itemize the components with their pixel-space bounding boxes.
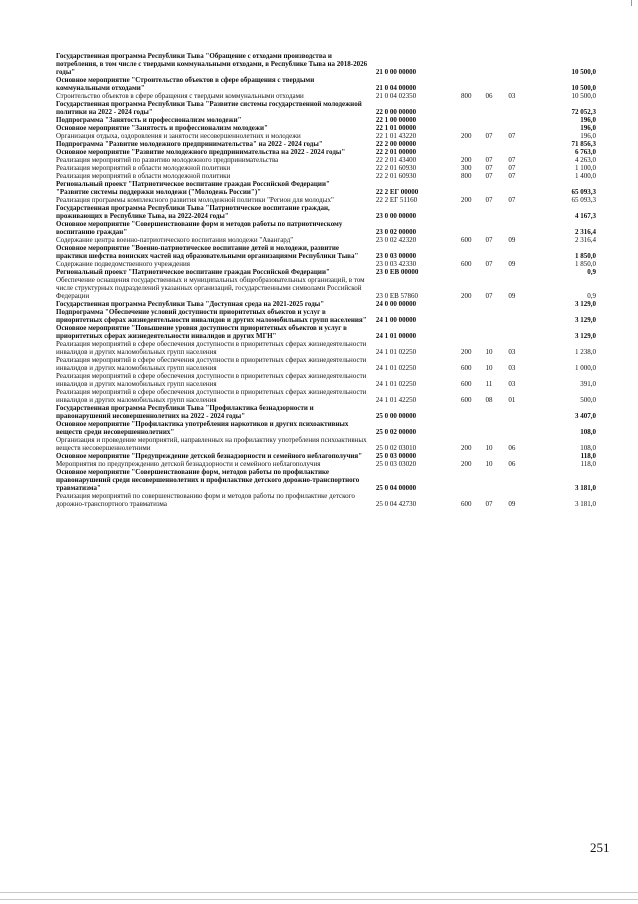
row-code-cell: 23 0 ЕВ 00000 [375, 268, 419, 276]
row-code-cell: 24 1 00 00000 [375, 316, 417, 324]
row-rz-cell [478, 268, 501, 276]
table-row [56, 356, 596, 372]
row-pr-cell [500, 452, 523, 460]
row-pr-cell: 03 [508, 364, 516, 372]
row-pr-cell [500, 268, 523, 276]
row-name-cell: Подпрограмма "Обеспечение условий доступности приоритетных объектов и услуг в приоритетных сферах жизнедеятельности инвалидов и других маломобильных групп населения" [56, 308, 367, 324]
row-code-cell: 22 2 01 43400 [375, 156, 417, 164]
row-sum-cell: 118,0 [580, 452, 596, 460]
row-code-cell: 22 0 00 00000 [375, 108, 417, 116]
page-number: 251 [590, 840, 610, 855]
row-sum-cell: 1 400,0 [575, 172, 596, 180]
row-pr-cell: 09 [508, 500, 516, 508]
row-vr-cell [455, 52, 478, 76]
table-row [56, 204, 596, 220]
table-row [56, 436, 596, 452]
table-row [56, 140, 596, 148]
row-pr-cell: 07 [508, 172, 516, 180]
budget-table [56, 52, 596, 508]
row-code-cell [376, 180, 455, 188]
row-name-cell: Основное мероприятие "Военно-патриотическое воспитание детей и молодежи, развитие практики шефства воинских частей над образовательными организациями Республики Тыва" [56, 244, 359, 260]
row-pr-cell: 06 [508, 460, 516, 468]
table-row [56, 276, 596, 300]
row-sum-cell: 2 316,4 [575, 228, 596, 236]
row-vr-cell [455, 124, 478, 132]
row-name-cell: Государственная программа Республики Тыва "Доступная среда на 2021-2025 годы" [56, 300, 325, 308]
row-vr-cell: 600 [460, 364, 472, 372]
row-code-cell: 23 0 00 00000 [375, 212, 417, 220]
row-sum-cell: 3 129,0 [575, 316, 596, 324]
row-name-cell: Основное мероприятие "Предупреждение детской безнадзорности и семейного неблагополучия" [56, 452, 363, 460]
row-code-cell: 25 0 04 42730 [375, 500, 417, 508]
row-vr-cell [455, 76, 478, 92]
row-pr-cell: 07 [508, 132, 516, 140]
row-code-cell: 23 0 03 42330 [375, 260, 417, 268]
table-row [56, 492, 596, 508]
row-sum-cell: 0,9 [587, 268, 596, 276]
row-rz-cell: 07 [485, 172, 493, 180]
row-pr-cell: 07 [508, 156, 516, 164]
row-name-cell: Организация и проведение мероприятий, направленных на профилактику употребления психоактивных веществ несовершеннолетними [56, 436, 367, 452]
row-code-cell: 24 1 01 42250 [375, 396, 417, 404]
table-row [56, 196, 596, 204]
row-sum-cell: 3 129,0 [575, 300, 596, 308]
row-sum-cell: 500,0 [580, 396, 596, 404]
row-code-cell: 25 0 02 00000 [375, 428, 417, 436]
scan-artifact-line [0, 892, 638, 893]
row-sum-cell: 10 500,0 [571, 92, 596, 100]
row-vr-cell: 600 [460, 500, 472, 508]
row-name-cell: Мероприятия по предупреждению детской безнадзорности и семейного неблагополучия [56, 460, 321, 468]
row-code-cell: 22 2 01 00000 [375, 148, 417, 156]
table-row [56, 340, 596, 356]
row-code-cell: 22 1 01 43220 [375, 132, 417, 140]
row-sum-cell: 3 407,0 [575, 412, 596, 420]
row-pr-cell [500, 76, 523, 92]
row-vr-cell: 200 [460, 132, 472, 140]
row-vr-cell: 300 [460, 164, 472, 172]
row-rz-cell: 10 [485, 444, 493, 452]
row-rz-cell: 07 [485, 196, 493, 204]
table-row [56, 164, 596, 172]
row-vr-cell [455, 116, 478, 124]
row-rz-cell: 07 [485, 156, 493, 164]
table-row [56, 372, 596, 388]
row-pr-cell [500, 116, 523, 124]
row-rz-cell: 07 [485, 132, 493, 140]
row-code-cell: 22 2 ЕГ 51160 [375, 196, 418, 204]
row-sum-cell: 391,0 [580, 380, 596, 388]
table-row [56, 468, 596, 492]
row-sum-cell: 10 500,0 [571, 68, 596, 76]
table-row [56, 148, 596, 156]
table-row [56, 132, 596, 140]
row-rz-cell: 11 [485, 380, 493, 388]
row-sum-cell: 1 238,0 [575, 348, 596, 356]
row-rz-cell: 10 [485, 364, 493, 372]
row-name-cell: Организация отдыха, оздоровления и занятости несовершеннолетних и молодежи [56, 132, 301, 140]
row-code-cell: 23 0 02 00000 [375, 228, 417, 236]
row-rz-cell [478, 468, 501, 492]
row-rz-cell: 07 [485, 500, 493, 508]
row-sum-cell: 196,0 [580, 124, 596, 132]
row-code-cell: 22 1 01 00000 [375, 124, 417, 132]
row-vr-cell: 200 [460, 348, 472, 356]
row-code-cell: 25 0 03 03020 [375, 460, 417, 468]
row-vr-cell: 200 [460, 196, 472, 204]
row-name-cell: Реализация мероприятий по развитию молодежного предпринимательства [56, 156, 279, 164]
table-row [56, 220, 596, 236]
row-name-cell: Реализация мероприятий в области молодежной политики [56, 172, 231, 180]
table-row [56, 92, 596, 100]
row-name-cell: Содержание центра военно-патриотического воспитания молодежи "Авангард" [56, 236, 294, 244]
table-row [56, 100, 596, 116]
row-vr-cell: 600 [460, 380, 472, 388]
row-name-cell: Государственная программа Республики Тыва "Развитие системы государственной молодежной политики на 2022 - 2024 годы" [56, 100, 362, 116]
row-pr-cell [500, 148, 523, 156]
row-vr-cell [455, 308, 478, 324]
table-row [56, 404, 596, 420]
row-sum-cell: 72 052,3 [571, 108, 596, 116]
row-code-cell: 23 0 03 00000 [375, 252, 417, 260]
table-row [56, 188, 596, 196]
row-rz-cell [478, 148, 501, 156]
row-sum-cell: 1 000,0 [575, 364, 596, 372]
row-sum-cell: 3 129,0 [575, 332, 596, 340]
row-vr-cell [455, 300, 478, 308]
row-pr-cell [500, 468, 523, 492]
table-row [56, 308, 596, 324]
row-pr-cell [500, 100, 523, 116]
row-code-cell: 21 0 04 02350 [375, 92, 417, 100]
row-sum-cell: 10 500,0 [571, 84, 596, 92]
row-sum-cell: 1 850,0 [575, 252, 596, 260]
row-code-cell: 23 0 02 42320 [375, 236, 417, 244]
row-code-cell: 24 1 01 00000 [375, 332, 417, 340]
row-rz-cell [478, 244, 501, 260]
row-vr-cell: 200 [460, 460, 472, 468]
row-rz-cell [478, 52, 501, 76]
row-rz-cell: 07 [485, 236, 493, 244]
row-code-cell: 22 1 00 00000 [375, 116, 417, 124]
row-rz-cell: 10 [485, 348, 493, 356]
row-pr-cell: 09 [508, 236, 516, 244]
row-sum-cell: 196,0 [580, 116, 596, 124]
row-code-cell: 24 1 01 02250 [375, 380, 417, 388]
row-vr-cell [455, 420, 478, 436]
row-name-cell: Основное мероприятие "Строительство объектов в сфере обращения с твердыми коммунальными отходами" [56, 76, 315, 92]
row-vr-cell [455, 148, 478, 156]
row-sum-cell: 71 856,3 [571, 140, 596, 148]
row-pr-cell [500, 220, 523, 236]
row-name-cell: Реализация мероприятий в области молодежной политики [56, 164, 231, 172]
row-rz-cell [478, 220, 501, 236]
row-vr-cell [455, 188, 478, 196]
row-pr-cell: 09 [508, 292, 516, 300]
row-sum-cell: 1 100,0 [575, 164, 596, 172]
row-pr-cell: 07 [508, 164, 516, 172]
row-vr-cell [455, 452, 478, 460]
row-vr-cell: 600 [460, 396, 472, 404]
row-rz-cell [478, 180, 501, 188]
row-code-cell: 24 0 00 00000 [375, 300, 417, 308]
row-name-cell: Реализация программы комплексного развития молодежной политики "Регион для молодых" [56, 196, 334, 204]
row-sum-cell: 108,0 [580, 444, 596, 452]
row-vr-cell [455, 204, 478, 220]
row-code-cell: 25 0 03 00000 [375, 452, 417, 460]
row-rz-cell [478, 76, 501, 92]
row-pr-cell: 03 [508, 348, 516, 356]
row-name-cell: Реализация мероприятий по совершенствованию форм и методов работы по профилактике детского дорожно-транспортного травматизма [56, 492, 355, 508]
row-sum-cell: 108,0 [580, 428, 596, 436]
table-row [56, 76, 596, 92]
row-name-cell: Реализация мероприятий в сфере обеспечения доступности в приоритетных сферах жизнедеятельности инвалидов и других маломобильных групп населения [56, 356, 367, 372]
row-name-cell: Основное мероприятие "Совершенствование форм, методов работы по профилактике правонарушений среди несовершеннолетних и профилактике детского дорожно-транспортного травматизма" [56, 468, 360, 492]
row-pr-cell [500, 204, 523, 220]
row-pr-cell [500, 308, 523, 324]
row-rz-cell [478, 404, 501, 420]
table-row [56, 156, 596, 164]
scan-artifact-line [0, 899, 638, 900]
row-code-cell: 21 0 04 00000 [375, 84, 417, 92]
table-body [56, 52, 596, 508]
row-rz-cell [478, 116, 501, 124]
row-sum-cell: 4 263,0 [575, 156, 596, 164]
row-vr-cell [455, 180, 478, 188]
row-name-cell: Основное мероприятие "Совершенствование форм и методов работы по патриотическому воспитанию граждан" [56, 220, 343, 236]
row-vr-cell [455, 404, 478, 420]
row-sum-cell: 3 181,0 [575, 500, 596, 508]
row-sum-cell: 4 167,3 [575, 212, 596, 220]
row-sum-cell: 6 763,0 [575, 148, 596, 156]
row-pr-cell [500, 420, 523, 436]
row-rz-cell: 07 [485, 260, 493, 268]
table-row [56, 460, 596, 468]
row-pr-cell [500, 324, 523, 340]
row-pr-cell [500, 52, 523, 76]
row-name-cell: Подпрограмма "Занятость и профессионализм молодежи" [56, 116, 242, 124]
row-code-cell: 23 0 ЕВ 57860 [375, 292, 419, 300]
row-vr-cell: 800 [460, 92, 472, 100]
table-row [56, 268, 596, 276]
row-code-cell: 25 0 04 00000 [375, 484, 417, 492]
row-vr-cell [455, 220, 478, 236]
row-name-cell: Государственная программа Республики Тыва "Профилактика безнадзорности и правонарушений несовершеннолетних на 2022 - 2024 годы" [56, 404, 314, 420]
row-pr-cell: 09 [508, 260, 516, 268]
row-name-cell: Государственная программа Республики Тыва "Патриотическое воспитание граждан, проживающих в Республике Тыва, на 2022-2024 годы" [56, 204, 330, 220]
row-rz-cell: 07 [485, 164, 493, 172]
row-name-cell: Основное мероприятие "Профилактика употребления наркотиков и других психоактивных веществ среди несовершеннолетних" [56, 420, 349, 436]
row-vr-cell: 200 [460, 292, 472, 300]
row-vr-cell: 600 [460, 236, 472, 244]
row-name-cell: Содержание подведомственного учреждения [56, 260, 190, 268]
row-name-cell: Подпрограмма "Развитие молодежного предпринимательства" на 2022 - 2024 годы" [56, 140, 323, 148]
table-row [56, 260, 596, 268]
row-sum-cell: 118,0 [580, 460, 596, 468]
row-sum-cell: 1 850,0 [575, 260, 596, 268]
row-vr-cell [455, 324, 478, 340]
row-name-cell: Реализация мероприятий в сфере обеспечения доступности в приоритетных сферах жизнедеятельности инвалидов и других маломобильных групп населения [56, 388, 367, 404]
row-sum-cell: 2 316,4 [575, 236, 596, 244]
row-name-cell: Строительство объектов в сфере обращения с твердыми коммунальными отходами [56, 92, 304, 100]
row-vr-cell: 800 [460, 172, 472, 180]
row-vr-cell: 600 [460, 260, 472, 268]
row-sum-cell: 3 181,0 [575, 484, 596, 492]
row-code-cell: 24 1 01 02250 [375, 364, 417, 372]
row-name-cell: Обеспечение оснащения государственных и муниципальных общеобразовательных организаций, в том числе структурных подразделений указанных организаций, государственными символами Российской Федерации [56, 276, 365, 300]
row-rz-cell [478, 188, 501, 196]
row-code-cell: 22 2 00 00000 [375, 140, 417, 148]
row-pr-cell [500, 140, 523, 148]
row-rz-cell [478, 324, 501, 340]
table-row [56, 420, 596, 436]
row-sum-cell [523, 180, 596, 188]
row-rz-cell [478, 300, 501, 308]
table-row [56, 172, 596, 180]
row-pr-cell: 06 [508, 444, 516, 452]
row-code-cell: 25 0 02 03010 [375, 444, 417, 452]
table-row [56, 300, 596, 308]
table-row [56, 116, 596, 124]
row-pr-cell [500, 300, 523, 308]
row-name-cell: Реализация мероприятий в сфере обеспечения доступности в приоритетных сферах жизнедеятельности инвалидов и других маломобильных групп населения [56, 372, 367, 388]
row-sum-cell: 196,0 [580, 132, 596, 140]
row-rz-cell: 07 [485, 292, 493, 300]
row-rz-cell [478, 124, 501, 132]
row-pr-cell [500, 180, 523, 188]
row-rz-cell: 10 [485, 460, 493, 468]
row-pr-cell [500, 188, 523, 196]
table-row [56, 324, 596, 340]
row-pr-cell: 01 [508, 396, 516, 404]
row-rz-cell: 06 [485, 92, 493, 100]
row-name-cell: Региональный проект "Патриотическое воспитание граждан Российской Федерации" [56, 180, 330, 188]
row-vr-cell [455, 268, 478, 276]
row-rz-cell [478, 452, 501, 460]
row-sum-cell: 65 093,3 [571, 188, 596, 196]
row-pr-cell [500, 124, 523, 132]
row-code-cell: 25 0 00 00000 [375, 412, 417, 420]
row-name-cell: "Развитие системы поддержки молодежи ("Молодежь России")" [56, 188, 262, 196]
row-pr-cell: 03 [508, 380, 516, 388]
row-pr-cell: 03 [508, 92, 516, 100]
table-row [56, 180, 596, 188]
table-row [56, 236, 596, 244]
row-sum-cell: 65 093,3 [571, 196, 596, 204]
row-code-cell: 22 2 01 60930 [375, 172, 417, 180]
row-code-cell: 22 2 01 60930 [375, 164, 417, 172]
row-code-cell: 21 0 00 00000 [375, 68, 417, 76]
row-pr-cell [500, 404, 523, 420]
row-code-cell: 22 2 ЕГ 00000 [375, 188, 419, 196]
row-rz-cell [478, 204, 501, 220]
row-vr-cell [455, 468, 478, 492]
row-vr-cell [455, 100, 478, 116]
table-row [56, 124, 596, 132]
table-row [56, 452, 596, 460]
row-rz-cell: 08 [485, 396, 493, 404]
row-rz-cell [478, 100, 501, 116]
row-rz-cell [478, 420, 501, 436]
row-name-cell: Основное мероприятие "Повышение уровня доступности приоритетных объектов и услуг в приоритетных сферах жизнедеятельности инвалидов и других МГН" [56, 324, 347, 340]
table-row [56, 52, 596, 76]
table-row [56, 244, 596, 260]
row-code-cell: 24 1 01 02250 [375, 348, 417, 356]
row-rz-cell [478, 140, 501, 148]
row-sum-cell: 0,9 [587, 292, 596, 300]
row-name-cell: Основное мероприятие "Занятость и профессионализм молодежи" [56, 124, 268, 132]
table-row [56, 388, 596, 404]
row-name-cell: Региональный проект "Патриотическое воспитание граждан Российской Федерации" [56, 268, 330, 276]
row-vr-cell: 200 [460, 156, 472, 164]
row-rz-cell [478, 308, 501, 324]
row-pr-cell [500, 244, 523, 260]
row-pr-cell: 07 [508, 196, 516, 204]
row-vr-cell: 200 [460, 444, 472, 452]
scan-mark [631, 0, 632, 6]
row-vr-cell [455, 244, 478, 260]
row-vr-cell [455, 140, 478, 148]
row-name-cell: Реализация мероприятий в сфере обеспечения доступности в приоритетных сферах жизнедеятельности инвалидов и других маломобильных групп населения [56, 340, 367, 356]
row-name-cell: Основное мероприятие "Развитие молодежного предпринимательства на 2022 - 2024 годы" [56, 148, 346, 156]
row-name-cell: Государственная программа Республики Тыва "Обращение с отходами производства и потребления, в том числе с твердыми коммунальными отходами, в Республике Тыва на 2018-2026 годы" [56, 52, 368, 76]
